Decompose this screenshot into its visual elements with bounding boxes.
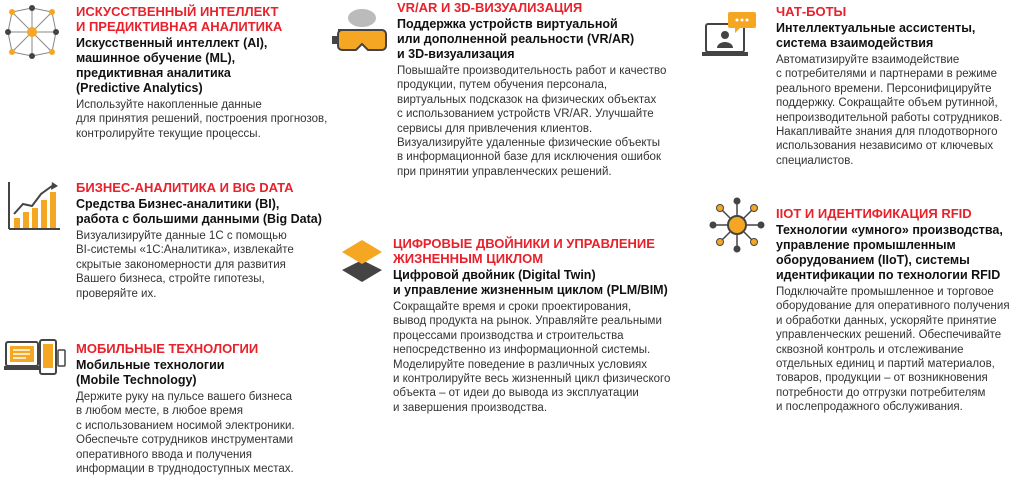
section-title: IIOT И ИДЕНТИФИКАЦИЯ RFID	[776, 206, 972, 221]
section-title: ЦИФРОВЫЕ ДВОЙНИКИ И УПРАВЛЕНИЕ ЖИЗНЕННЫМ ЦИКЛОМ	[393, 236, 655, 266]
mobile-devices-icon	[4, 338, 66, 378]
neural-network-icon	[2, 2, 62, 62]
section-chatbots	[776, 4, 1022, 168]
section-subtitle: Мобильные технологии (Mobile Technology)	[76, 358, 225, 387]
growth-chart-icon	[4, 180, 62, 232]
section-body: Используйте накопленные данные для принятия решений, построения прогнозов, контролируйте текущие процессы.	[76, 99, 328, 140]
section-title: МОБИЛЬНЫЕ ТЕХНОЛОГИИ	[76, 341, 259, 356]
section-iiot	[776, 206, 1022, 415]
section-subtitle: Технологии «умного» производства, управление промышленным оборудованием (IIoT), системы идентификации по технологии RFID	[776, 223, 1003, 282]
section-title: VR/AR И 3D-ВИЗУАЛИЗАЦИЯ	[397, 0, 583, 15]
digital-twin-layers-icon	[340, 238, 384, 284]
section-subtitle: Цифровой двойник (Digital Twin) и управление жизненным циклом (PLM/BIM)	[393, 268, 668, 297]
section-bi	[76, 180, 356, 301]
section-body: Повышайте производительность работ и качество продукции, путем обучения персонала, виртуальных подсказок на физических объектах с использованием устройств VR/AR. Улучшайте сервисы для привлечения клиентов. Визуализируйте удаленные физические объекты в информационной базе для исключения ошибок при принятии управленческих решений.	[397, 65, 667, 178]
section-mobile	[76, 341, 356, 476]
section-subtitle: Поддержка устройств виртуальной или дополненной реальности (VR/AR) и 3D-визуализация	[397, 17, 635, 61]
iot-network-icon	[708, 196, 766, 254]
section-body: Автоматизируйте взаимодействие с потребителями и партнерами в режиме реального времени. Персонифицируйте поддержку. Сокращайте объем рутинной, непроизводительной работы сотрудников. Накапливайте знания для плодотворного использования независимо от ключевых специалистов.	[776, 54, 1003, 167]
section-vrar	[397, 0, 697, 179]
section-subtitle: Средства Бизнес-аналитики (BI), работа с большими данными (Big Data)	[76, 197, 322, 226]
section-subtitle: Искусственный интеллект (AI), машинное обучение (ML), предиктивная аналитика (Predictive Analytics)	[76, 36, 268, 95]
section-body: Визуализируйте данные 1С с помощью BI-системы «1С:Аналитика», извлекайте скрытые закономерности для развития Вашего бизнеса, стройте гипотезы, проверяйте их.	[76, 230, 294, 300]
section-body: Сокращайте время и сроки проектирования, вывод продукта на рынок. Управляйте реальными процессами производства и строительства непосредственно из информационной системы. Моделируйте поведение в различных условиях и контролируйте весь жизненный цикл физического объекта – от идеи до вывода из эксплуатации и завершения производства.	[393, 301, 671, 414]
section-title: БИЗНЕС-АНАЛИТИКА И BIG DATA	[76, 180, 294, 195]
vr-headset-icon	[332, 8, 390, 58]
section-body: Держите руку на пульсе вашего бизнеса в любом месте, в любое время с использованием носимой электроники. Обеспечьте сотрудников инструментами оперативного ввода и получения информации в труднодоступных местах.	[76, 391, 295, 476]
section-title: ИСКУССТВЕННЫЙ ИНТЕЛЛЕКТ И ПРЕДИКТИВНАЯ АНАЛИТИКА	[76, 4, 283, 34]
section-body: Подключайте промышленное и торговое оборудование для оперативного получения и обработки данных, ускоряйте принятие управленческих решений. Обеспечивайте сквозной контроль и отслеживание отдельных единиц и партий материалов, товаров, продукции – от возникновения потребности до отгрузки потребителям и послепродажного обслуживания.	[776, 286, 1010, 414]
section-twin	[393, 236, 703, 415]
section-title: ЧАТ-БОТЫ	[776, 4, 847, 19]
section-ai	[76, 4, 346, 141]
chat-bot-icon	[702, 10, 758, 60]
section-subtitle: Интеллектуальные ассистенты, система взаимодействия	[776, 21, 976, 50]
